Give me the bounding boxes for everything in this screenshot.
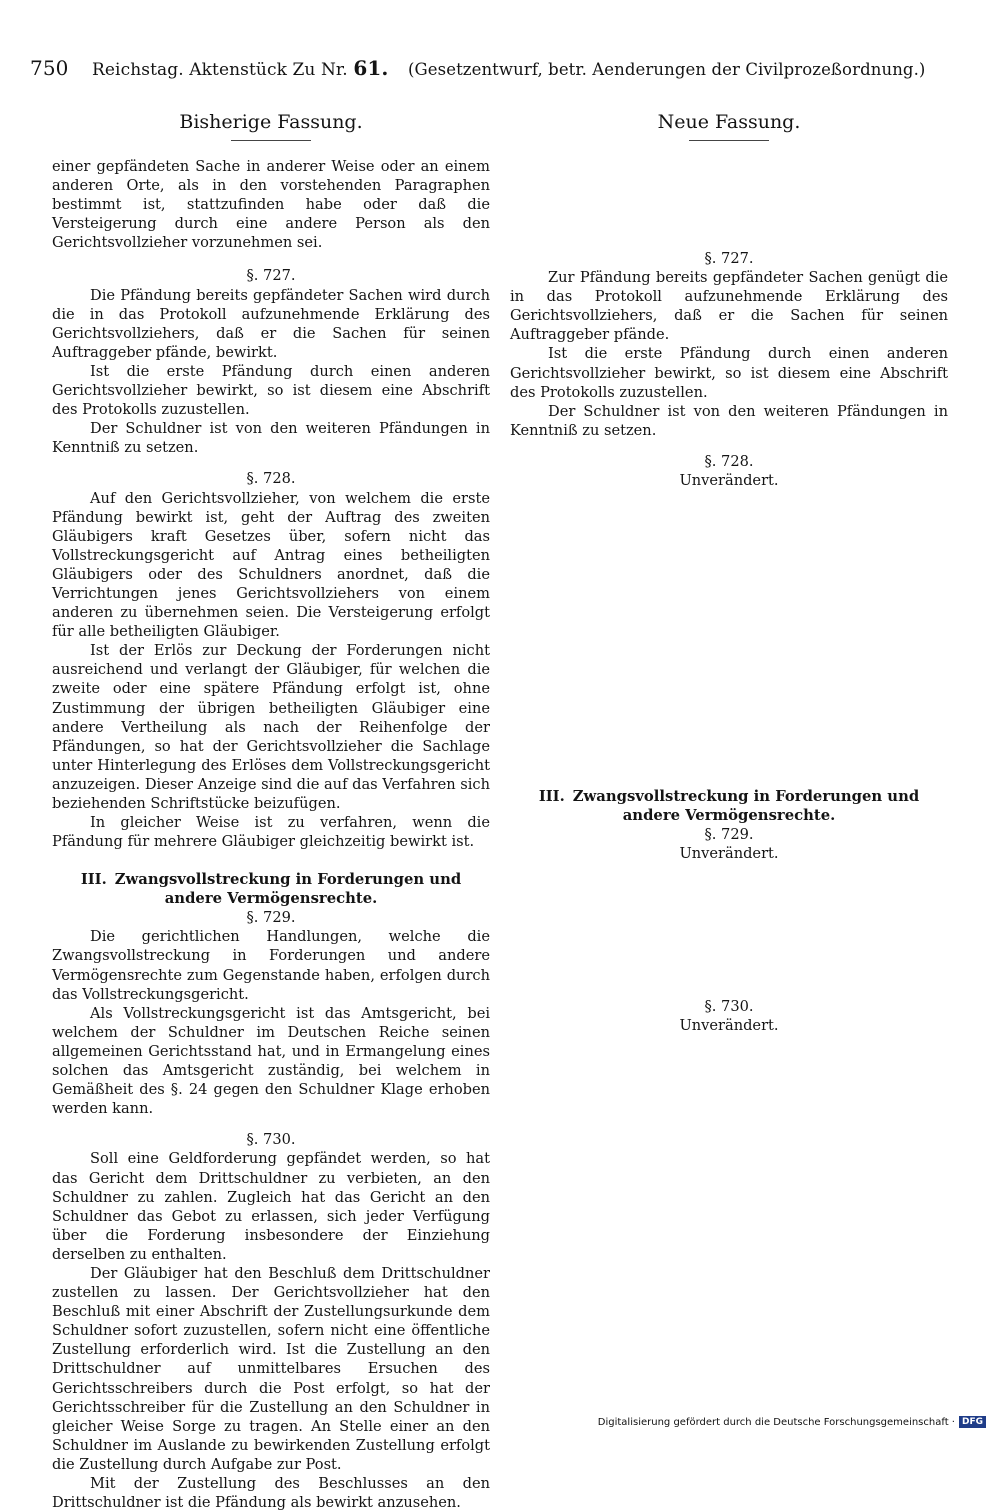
part-heading-iii-new [510,788,948,825]
part-title-text: Zwangsvollstreckung in Forderungen und andere Vermögensrechte. [114,871,462,907]
paragraph-727-1: Die Pfändung bereits gepfändeter Sachen wird durch die in das Protokoll aufzunehmende Erklärung des Gerichtsvollziehers, daß er die Sachen für seinen Auftraggeber pfände, bewirkt. [52,286,490,361]
running-header [30,56,960,80]
paragraph-727-1-new: Zur Pfändung bereits gepfändeter Sachen genügt die in das Protokoll aufzunehmende Erklärung des Gerichtsvollziehers, daß er die Sachen für seinen Auftraggeber pfände. [510,269,948,344]
column-new-version [510,108,948,1036]
paragraph-730-3: Mit der Zustellung des Beschlusses an den Drittschuldner ist die Pfändung als bewirkt anzusehen. [52,1475,490,1512]
section-heading-729-new: §. 729. [704,826,754,844]
paragraph-728-1: Auf den Gerichtsvollzieher, von welchem die erste Pfändung bewirkt ist, geht der Auftrag des zweiten Gläubigers kraft Gesetzes über, sofern nicht das Vollstreckungsgericht auf Antrag eines betheiligten Gläubigers oder des Schuldners anordnet, daß die Verrichtungen jenes Gerichtsvollziehers von einem anderen zu übernehmen seien. Die Versteigerung erfolgt für alle betheiligten Gläubiger. [52,489,490,641]
section-heading-727: §. 727. [246,267,296,285]
credit-text: Digitalisierung gefördert durch die Deutsche Forschungsgemeinschaft · [597,1417,955,1428]
dfg-logo: DFG [959,1416,986,1428]
paragraph-728-3: In gleicher Weise ist zu verfahren, wenn die Pfändung für mehrere Gläubiger gleichzeitig bewirkt ist. [52,814,490,851]
column-previous-version [52,108,490,1512]
section-heading-727-new: §. 727. [704,250,754,267]
section-heading-729: §. 729. [246,909,296,927]
part-numeral: III. [80,871,107,889]
page-number: 750 [30,56,69,80]
header-title: Reichstag. Aktenstück Zu Nr. [92,60,348,80]
paragraph-727-2: Ist die erste Pfändung durch einen anderen Gerichtsvollzieher bewirkt, so ist diesem eine Abschrift des Protokolls zuzustellen. [52,362,490,419]
paragraph-728-2: Ist der Erlös zur Deckung der Forderungen nicht ausreichend und verlangt der Gläubiger, für welchen die zweite oder eine spätere Pfändung erfolgt ist, ohne Zustimmung der übrigen betheiligten Gläubiger eine andere Vertheilung als nach der Reihenfolge der Pfändungen, so hat der Gerichtsvollzieher die Sachlage unter Hinterlegung des Erlöses dem Vollstreckungsgericht anzuzeigen. Dieser Anzeige sind die auf das Verfahren sich beziehenden Schriftstücke beizufügen. [52,642,490,812]
continuation-paragraph: einer gepfändeten Sache in anderer Weise oder an einem anderen Orte, als in den vorstehenden Paragraphen bestimmt ist, stattzufinden habe oder daß die Versteigerung durch eine andere Person als den Gerichtsvollzieher vorzunehmen sei. [52,158,490,252]
section-heading-730: §. 730. [246,1131,296,1149]
paragraph-730-1: Soll eine Geldforderung gepfändet werden, so hat das Gericht dem Drittschuldner zu verbieten, an den Schuldner zu zahlen. Zugleich hat das Gericht an den Schuldner das Gebot zu erlassen, sich jeder Verfügung über die Forderung insbesondere der Einziehung derselben zu enthalten. [52,1150,490,1263]
part-numeral: III. [538,788,565,806]
digitization-credit [598,1416,986,1428]
status-730: Unverändert. [679,1017,779,1035]
document-number: 61. [353,56,389,80]
column-title-previous: Bisherige Fassung. [179,111,363,133]
column-title-new: Neue Fassung. [657,111,801,133]
status-729: Unverändert. [679,845,779,863]
part-title-text: Zwangsvollstreckung in Forderungen und andere Vermögensrechte. [572,788,920,824]
section-heading-730-new: §. 730. [704,998,754,1016]
section-heading-728: §. 728. [246,470,296,488]
section-heading-728-new: §. 728. [704,452,754,470]
paragraph-729-2: Als Vollstreckungsgericht ist das Amtsgericht, bei welchem der Schuldner im Deutschen Reiche seinen allgemeinen Gerichtsstand hat, und in Ermangelung eines solchen das Amtsgericht zuständig, bei welchem in Gemäßheit des §. 24 gegen den Schuldner Klage erhoben werden kann. [52,1004,490,1118]
status-728: Unverändert. [679,472,779,490]
paragraph-727-3-new: Der Schuldner ist von den weiteren Pfändungen in Kenntniß zu setzen. [510,402,948,439]
paragraph-729-1: Die gerichtlichen Handlungen, welche die Zwangsvollstreckung in Forderungen und andere Vermögensrechte zum Gegenstande haben, erfolgen durch das Vollstreckungsgericht. [52,928,490,1003]
paragraph-727-2-new: Ist die erste Pfändung durch einen anderen Gerichtsvollzieher bewirkt, so ist diesem eine Abschrift des Protokolls zuzustellen. [510,345,948,401]
part-heading-iii [52,871,490,908]
header-subject: (Gesetzentwurf, betr. Aenderungen der Civilprozeßordnung.) [407,60,926,79]
paragraph-730-2: Der Gläubiger hat den Beschluß dem Drittschuldner zustellen zu lassen. Der Gerichtsvollzieher hat den Beschluß mit einer Abschrift der Zustellungsurkunde dem Schuldner sofort zuzustellen, sofern nicht eine öffentliche Zustellung erforderlich wird. Ist die Zustellung an den Drittschuldner auf unmittelbares Ersuchen des Gerichtsschreibers durch die Post erfolgt, so hat der Gerichtsschreiber für die Zustellung an den Schuldner in gleicher Weise Sorge zu tragen. An Stelle einer an den Schuldner im Auslande zu bewirkenden Zustellung erfolgt die Zustellung durch Aufgabe zur Post. [52,1264,490,1473]
paragraph-727-3: Der Schuldner ist von den weiteren Pfändungen in Kenntniß zu setzen. [52,420,490,457]
